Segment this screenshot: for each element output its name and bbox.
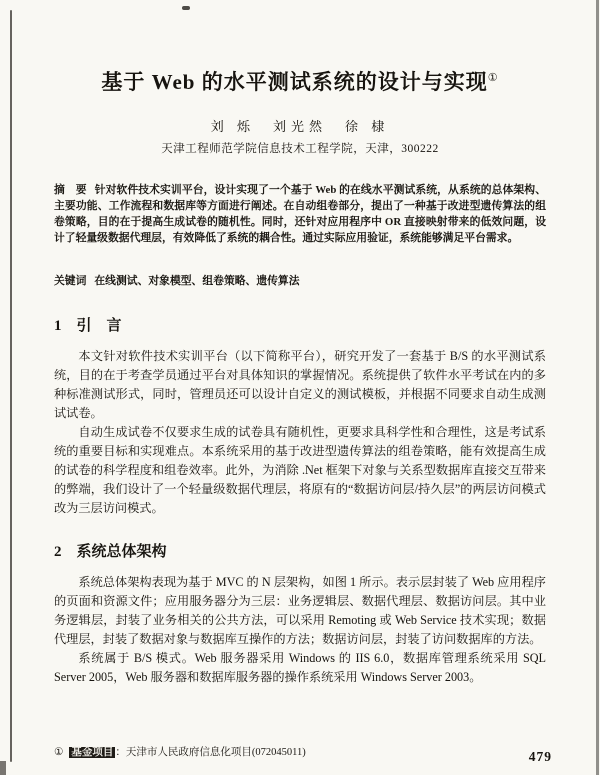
section-2-paragraph-2: 系统属于 B/S 模式。Web 服务器采用 Windows 的 IIS 6.0，数据库管理系统采用 SQL Server 2005，Web 服务器和数据库服务器的操作系统采用 Windows Server 2003。 <box>54 651 546 684</box>
title-footnote-mark: ① <box>487 72 499 84</box>
keywords-text: 在线测试、对象模型、组卷策略、遗传算法 <box>94 275 300 287</box>
footnote-label: 基金项目 <box>71 747 114 758</box>
authors-line: 刘 烁 刘光然 徐 棣 <box>210 119 390 134</box>
footnote-marker: ① <box>54 747 64 758</box>
page-number: 479 <box>528 749 552 764</box>
paper-title-text: 基于 Web 的水平测试系统的设计与实现 <box>101 70 488 94</box>
scan-speck-corner <box>0 761 6 775</box>
affiliation-line: 天津工程师范学院信息技术工程学院，天津，300222 <box>161 143 439 155</box>
section-2-heading: 2 系统总体架构 <box>54 544 167 560</box>
footnote <box>54 744 306 759</box>
section-1-heading: 1 引 言 <box>54 318 122 334</box>
keywords-line <box>54 273 546 288</box>
section-1-paragraph-2: 自动生成试卷不仅要求生成的试卷具有随机性，更要求具科学性和合理性，这是考试系统的重要目标和实现难点。本系统采用的基于改进型遗传算法的组卷策略，能有效提高生成的试卷的科学程度和组卷效率。此外，为消除 .Net 框架下对象与关系型数据库直接交互带来的弊端，我们设计了一个轻量级数据代理层，将原有的“数据访问层/持久层”的两层访问模式改为三层访问模式。 <box>54 425 546 515</box>
keywords-label: 关键词 <box>54 275 87 287</box>
paper-title <box>54 66 546 96</box>
scan-edge-right-artifact <box>596 0 599 775</box>
footnote-text: ：天津市人民政府信息化项目(072045011) <box>115 747 306 758</box>
section-1-paragraph-1: 本文针对软件技术实训平台（以下简称平台），研究开发了一套基于 B/S 的水平测试系统，目的在于考查学员通过平台对具体知识的掌握情况。系统提供了软件水平考试在内的多种标准测试形式，同时，管理员还可以设计自定义的测试模板，并根据不同要求自动生成测试试卷。 <box>54 349 546 420</box>
abstract-label: 摘 要 <box>54 184 87 196</box>
scan-speck-top <box>182 6 190 10</box>
abstract-paragraph <box>54 182 546 246</box>
section-2-paragraph-1: 系统总体架构表现为基于 MVC 的 N 层架构，如图 1 所示。表示层封装了 Web 应用程序的页面和资源文件；应用服务器分为三层：业务逻辑层、数据代理层、数据访问层。其中业务逻辑层，封装了业务相关的公共方法，可以采用 Remoting 或 Web Service 技术实现；数据代理层，封装了数据对象与数据库互操作的方法；数据访问层，封装了访问数据库的方法。 <box>54 575 546 646</box>
scan-edge-left-artifact <box>10 10 12 762</box>
abstract-text: 针对软件技术实训平台，设计实现了一个基于 Web 的在线水平测试系统，从系统的总体架构、主要功能、工作流程和数据库等方面进行阐述。在自动组卷部分，提出了一种基于改进型遗传算法的组卷策略，目的在于提高生成试卷的随机性。同时，还针对应用程序中 OR 直接映射带来的低效问题，设计了轻量级数据代理层，有效降低了系统的耦合性。通过实际应用验证，系统能够满足平台需求。 <box>54 184 546 244</box>
